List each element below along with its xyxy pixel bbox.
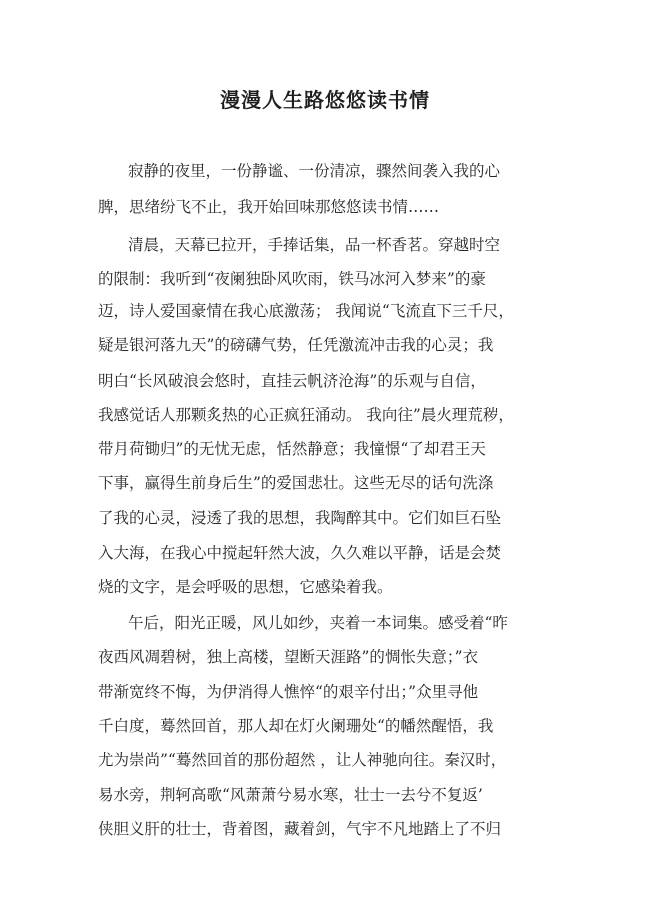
text-line: 烧的文字，是会呼吸的思想，它感染着我。 xyxy=(98,578,393,596)
text-line: 了我的心灵，浸透了我的思想，我陶醉其中。它们如巨石坠 xyxy=(98,509,502,527)
text-line: 疑是银河落九天”的磅礴气势，任凭激流冲击我的心灵；我 xyxy=(98,336,494,354)
text-line: 带渐宽终不悔，为伊消得人憔悴“的艰辛付出；”众里寻他 xyxy=(98,683,479,701)
text-line: 下事，赢得生前身后生”的爱国悲壮。这些无尽的话句洗涤 xyxy=(98,474,494,492)
text-line: 脾，思绪纷飞不止，我开始回味那悠悠读书情…… xyxy=(98,198,440,216)
text-line: 清晨，天幕已拉开，手捧话集，品一杯香茗。穿越时空 xyxy=(128,236,501,254)
text-line: 千白度，蓦然回首，那人却在灯火阑珊处“的幡然醒悟，我 xyxy=(98,717,494,735)
text-line: 我感觉话人那颗炙热的心正疯狂涌动。 我向往”晨火理荒秽， xyxy=(98,406,514,424)
text-line: 迈，诗人爱国豪情在我心底激荡； 我闻说“飞流直下三千尺， xyxy=(98,302,514,320)
text-line: 易水旁，荆轲高歌“风萧萧兮易水寒，壮士一去兮不复返’ xyxy=(98,786,483,804)
text-line: 夜西风凋碧树，独上高楼，望断天涯路”的惆怅失意；”衣 xyxy=(98,648,479,666)
text-line: 带月荷锄归”的无忧无虑，恬然静意；我憧憬“了却君王天 xyxy=(98,440,486,458)
text-line: 午后，阳光正暖，风儿如纱，夹着一本词集。感受着“昨 xyxy=(128,614,508,632)
text-line: 入大海，在我心中搅起轩然大波，久久难以平静，话是会焚 xyxy=(98,544,502,562)
text-line: 侠胆义肝的壮士，背着图，藏着剑，气宇不凡地踏上了不归 xyxy=(98,820,502,838)
text-line: 的限制：我听到“夜阑独卧风吹雨，铁马冰河入梦来”的豪 xyxy=(98,270,486,288)
text-line: 尤为崇尚”“蓦然回首的那份超然 ，让人神驰向往。秦汉时， xyxy=(98,751,507,769)
text-line: 寂静的夜里，一份静谧、一份清凉，骤然间袭入我的心 xyxy=(128,162,501,180)
text-line: 明白“长风破浪会悠时，直挂云帆济沧海”的乐观与自信， xyxy=(98,372,486,390)
document-title: 漫漫人生路悠悠读书情 xyxy=(220,88,430,112)
